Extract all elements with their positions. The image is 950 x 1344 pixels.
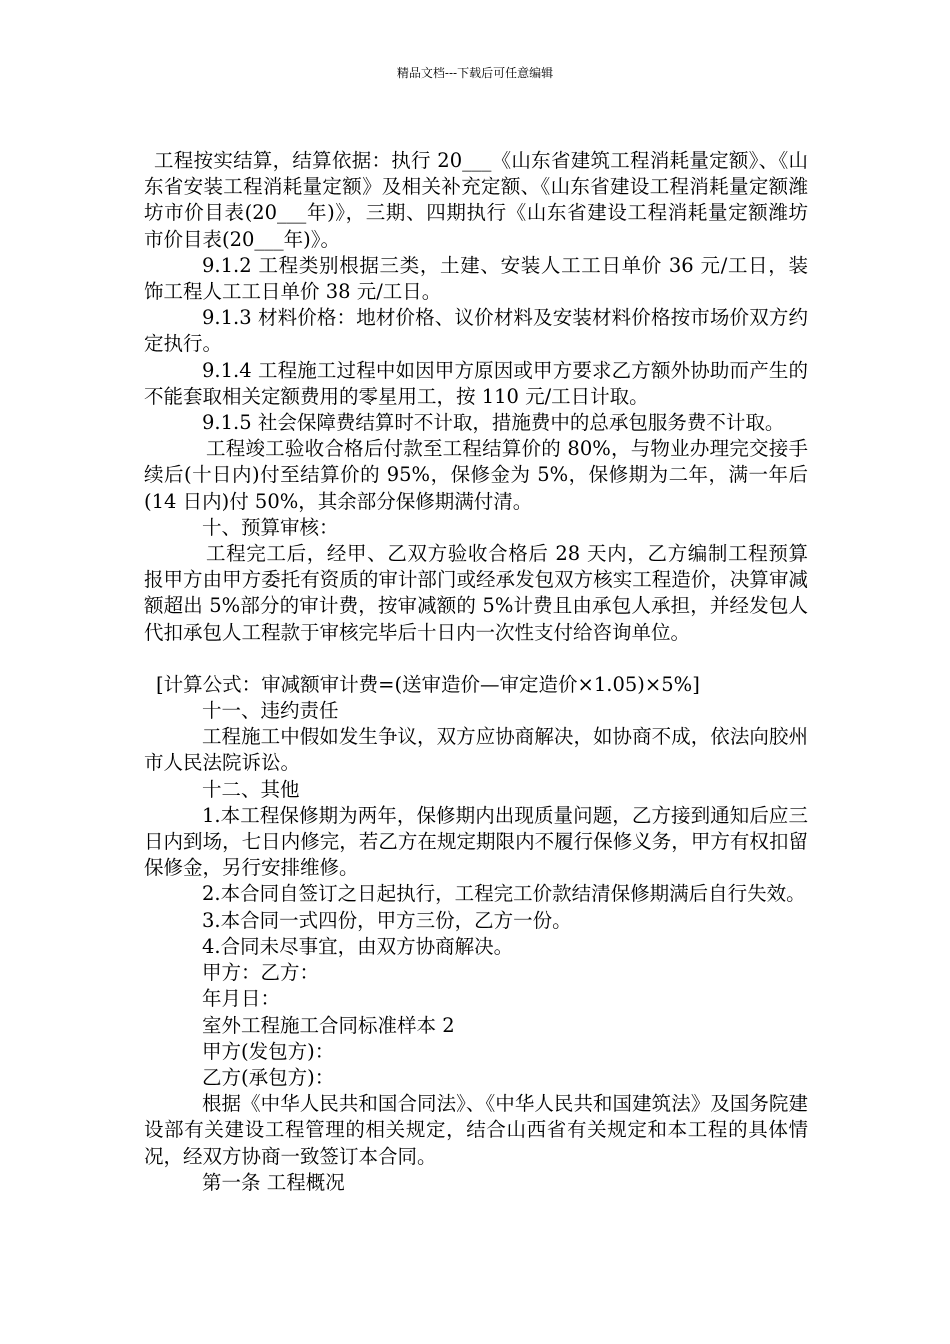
clause-9-1-4: 9.1.4 工程施工过程中如因甲方原因或甲方要求乙方额外协助而产生的不能套取相关定额费用的零星用工，按 110 元/工日计取。 <box>144 358 808 408</box>
signature-parties: 甲方：乙方： <box>202 961 320 985</box>
clause-9-1-3: 9.1.3 材料价格：地材价格、议价材料及安装材料价格按市场价双方约定执行。 <box>144 306 808 356</box>
paragraph-payment-terms: 工程竣工验收合格后付款至工程结算价的 80%，与物业办理完交接手续后(十日内)付至结算价的 95%，保修金为 5%，保修期为二年，满一年后(14 日内)付 50%，其余部分保修期满付清。 <box>144 437 808 513</box>
clause-9-1-5: 9.1.5 社会保障费结算时不计取，措施费中的总承包服务费不计取。 <box>202 411 785 435</box>
article-1-heading: 第一条 工程概况 <box>202 1170 345 1194</box>
section-heading-liability: 十一、违约责任 <box>202 699 339 723</box>
section-heading-other: 十二、其他 <box>202 777 300 801</box>
blank-line <box>144 646 808 672</box>
item-2-effective: 2.本合同自签订之日起执行，工程完工价款结清保修期满后自行失效。 <box>202 882 806 906</box>
party-b-label: 乙方(承包方)： <box>202 1065 335 1089</box>
item-3-copies: 3.本合同一式四份，甲方三份，乙方一份。 <box>202 908 572 932</box>
paragraph-dispute: 工程施工中假如发生争议，双方应协商解决，如协商不成，依法向胶州市人民法院诉讼。 <box>144 725 808 775</box>
paragraph-legal-basis: 根据《中华人民共和国合同法》、《中华人民共和国建筑法》及国务院建设部有关建设工程管理的相关规定，结合山西省有关规定和本工程的具体情况，经双方协商一致签订本合同。 <box>144 1092 808 1168</box>
signature-date: 年月日： <box>202 987 281 1011</box>
sample-2-title: 室外工程施工合同标准样本 2 <box>202 1013 455 1037</box>
section-heading-budget-review: 十、预算审核： <box>202 515 339 539</box>
page-header: 精品文档---下载后可任意编辑 <box>396 66 554 80</box>
paragraph-settlement-basis: 工程按实结算，结算依据：执行 20___《山东省建筑工程消耗量定额》、《山东省安装工程消耗量定额》及相关补充定额、《山东省建设工程消耗量定额潍坊市价目表(20___年)》，三期、四期执行《山东省建设工程消耗量定额潍坊市价目表(20___年)》。 <box>144 149 808 251</box>
document-body <box>144 148 808 1196</box>
item-1-warranty: 1.本工程保修期为两年，保修期内出现质量问题，乙方接到通知后应三日内到场，七日内修完，若乙方在规定期限内不履行保修义务，甲方有权扣留保修金，另行安排维修。 <box>144 803 808 880</box>
party-a-label: 甲方(发包方)： <box>202 1039 335 1063</box>
paragraph-budget-review: 工程完工后，经甲、乙双方验收合格后 28 天内，乙方编制工程预算报甲方由甲方委托有资质的审计部门或经承发包双方核实工程造价，决算审减额超出 5%部分的审计费，按审减额的 5%计费且由承包人承担，并经发包人代扣承包人工程款于审核完毕后十日内一次性支付给咨询单位。 <box>144 542 808 644</box>
item-4-unresolved: 4.合同未尽事宜，由双方协商解决。 <box>202 934 514 958</box>
formula-line: [计算公式：审减额审计费=(送审造价—审定造价×1.05)×5%] <box>156 672 700 696</box>
clause-9-1-2: 9.1.2 工程类别根据三类，土建、安装人工工日单价 36 元/工日，装饰工程人工工日单价 38 元/工日。 <box>144 253 808 304</box>
